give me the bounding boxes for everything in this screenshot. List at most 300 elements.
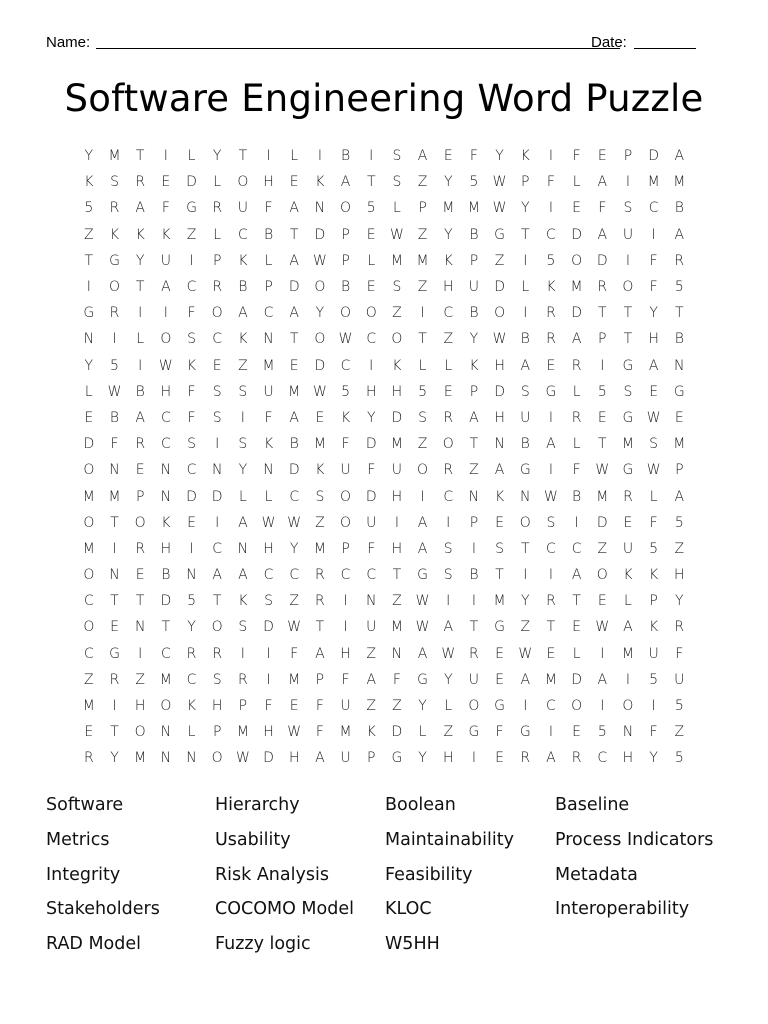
grid-letter[interactable]: K: [315, 462, 325, 479]
grid-letter[interactable]: W: [595, 619, 610, 636]
grid-letter[interactable]: D: [365, 436, 377, 453]
grid-letter[interactable]: N: [109, 462, 120, 479]
grid-letter[interactable]: Z: [520, 619, 531, 636]
grid-letter[interactable]: U: [237, 200, 248, 217]
grid-letter[interactable]: H: [134, 698, 146, 715]
grid-letter[interactable]: N: [494, 436, 505, 453]
grid-letter[interactable]: K: [84, 174, 94, 191]
grid-letter[interactable]: C: [263, 305, 274, 322]
grid-letter[interactable]: L: [418, 357, 427, 374]
grid-letter[interactable]: Z: [135, 671, 145, 688]
grid-letter[interactable]: A: [571, 567, 582, 584]
grid-letter[interactable]: Z: [674, 540, 685, 557]
grid-letter[interactable]: L: [572, 383, 581, 400]
grid-letter[interactable]: R: [212, 645, 223, 662]
grid-letter[interactable]: C: [546, 226, 556, 243]
grid-letter[interactable]: O: [468, 698, 480, 715]
grid-letter[interactable]: L: [521, 279, 530, 296]
grid-letter[interactable]: A: [571, 331, 582, 348]
grid-letter[interactable]: R: [315, 567, 325, 584]
grid-letter[interactable]: O: [596, 567, 608, 584]
grid-letter[interactable]: D: [596, 514, 608, 531]
grid-letter[interactable]: R: [212, 200, 223, 217]
grid-letter[interactable]: R: [109, 200, 120, 217]
grid-letter[interactable]: D: [571, 226, 582, 243]
grid-letter[interactable]: O: [83, 567, 95, 584]
grid-letter[interactable]: F: [187, 305, 196, 322]
grid-letter[interactable]: Z: [84, 226, 94, 243]
grid-letter[interactable]: M: [647, 174, 660, 191]
grid-letter[interactable]: Y: [418, 750, 427, 767]
grid-letter[interactable]: D: [288, 279, 300, 296]
grid-letter[interactable]: T: [212, 593, 222, 610]
grid-letter[interactable]: N: [160, 724, 172, 741]
grid-letter[interactable]: W: [518, 645, 533, 662]
grid-letter[interactable]: Y: [469, 331, 479, 348]
grid-letter[interactable]: G: [494, 619, 506, 636]
grid-letter[interactable]: O: [134, 724, 146, 741]
grid-letter[interactable]: I: [240, 409, 245, 426]
grid-letter[interactable]: K: [649, 619, 659, 636]
grid-letter[interactable]: E: [546, 357, 556, 374]
grid-letter[interactable]: I: [163, 305, 168, 322]
grid-letter[interactable]: F: [110, 436, 119, 453]
grid-letter[interactable]: D: [314, 226, 326, 243]
grid-letter[interactable]: S: [623, 383, 633, 400]
grid-letter[interactable]: F: [264, 200, 273, 217]
grid-letter[interactable]: I: [420, 305, 425, 322]
grid-letter[interactable]: P: [315, 671, 325, 688]
grid-letter[interactable]: H: [442, 279, 454, 296]
grid-letter[interactable]: A: [597, 226, 608, 243]
grid-letter[interactable]: D: [391, 409, 403, 426]
grid-letter[interactable]: Y: [84, 148, 94, 165]
grid-letter[interactable]: O: [160, 698, 172, 715]
grid-letter[interactable]: A: [546, 436, 556, 453]
grid-letter[interactable]: I: [574, 514, 579, 531]
grid-letter[interactable]: H: [494, 409, 505, 426]
grid-letter[interactable]: K: [161, 514, 171, 531]
grid-letter[interactable]: W: [338, 331, 353, 348]
grid-letter[interactable]: B: [469, 226, 479, 243]
grid-letter[interactable]: S: [418, 409, 428, 426]
grid-letter[interactable]: W: [415, 593, 430, 610]
grid-letter[interactable]: R: [546, 593, 556, 610]
grid-letter[interactable]: T: [135, 279, 145, 296]
grid-letter[interactable]: T: [135, 593, 145, 610]
grid-letter[interactable]: R: [443, 462, 454, 479]
grid-letter[interactable]: N: [520, 488, 531, 505]
grid-letter[interactable]: K: [161, 226, 171, 243]
grid-letter[interactable]: I: [369, 357, 374, 374]
grid-letter[interactable]: W: [595, 462, 610, 479]
grid-letter[interactable]: B: [238, 279, 248, 296]
grid-letter[interactable]: K: [392, 357, 402, 374]
grid-letter[interactable]: O: [417, 462, 429, 479]
grid-letter[interactable]: C: [546, 540, 556, 557]
grid-letter[interactable]: M: [467, 200, 480, 217]
grid-letter[interactable]: P: [238, 698, 248, 715]
grid-letter[interactable]: Z: [494, 252, 505, 269]
grid-letter[interactable]: T: [675, 305, 684, 322]
grid-letter[interactable]: E: [289, 174, 299, 191]
grid-letter[interactable]: C: [263, 567, 274, 584]
grid-letter[interactable]: F: [649, 514, 658, 531]
grid-letter[interactable]: A: [623, 619, 633, 636]
grid-letter[interactable]: G: [391, 750, 403, 767]
grid-letter[interactable]: K: [109, 226, 120, 243]
grid-letter[interactable]: D: [160, 593, 172, 610]
grid-letter[interactable]: I: [138, 357, 143, 374]
grid-letter[interactable]: T: [110, 593, 119, 610]
date-field[interactable]: [634, 32, 696, 49]
grid-letter[interactable]: L: [264, 488, 273, 505]
grid-letter[interactable]: 5: [546, 252, 556, 269]
grid-letter[interactable]: I: [86, 279, 91, 296]
grid-letter[interactable]: T: [289, 331, 299, 348]
grid-letter[interactable]: O: [314, 279, 326, 296]
grid-letter[interactable]: D: [596, 252, 608, 269]
grid-letter[interactable]: U: [340, 462, 351, 479]
grid-letter[interactable]: I: [138, 305, 143, 322]
grid-letter[interactable]: H: [442, 750, 454, 767]
grid-letter[interactable]: Z: [443, 724, 454, 741]
grid-letter[interactable]: O: [340, 200, 352, 217]
grid-letter[interactable]: Y: [418, 698, 427, 715]
grid-letter[interactable]: P: [469, 514, 479, 531]
grid-letter[interactable]: W: [441, 645, 456, 662]
grid-letter[interactable]: I: [651, 226, 656, 243]
grid-letter[interactable]: F: [367, 462, 376, 479]
grid-letter[interactable]: B: [469, 305, 479, 322]
grid-letter[interactable]: 5: [110, 357, 119, 374]
grid-letter[interactable]: I: [548, 148, 553, 165]
grid-letter[interactable]: H: [160, 383, 172, 400]
grid-letter[interactable]: C: [366, 331, 377, 348]
grid-letter[interactable]: C: [186, 462, 197, 479]
grid-letter[interactable]: A: [238, 305, 248, 322]
grid-letter[interactable]: M: [390, 619, 403, 636]
grid-letter[interactable]: U: [520, 409, 531, 426]
grid-letter[interactable]: I: [446, 514, 451, 531]
grid-letter[interactable]: M: [339, 724, 352, 741]
grid-letter[interactable]: I: [548, 567, 553, 584]
grid-letter[interactable]: U: [160, 252, 171, 269]
grid-letter[interactable]: K: [340, 409, 351, 426]
grid-letter[interactable]: W: [287, 514, 302, 531]
grid-letter[interactable]: B: [674, 331, 684, 348]
grid-letter[interactable]: H: [340, 645, 351, 662]
grid-letter[interactable]: C: [571, 540, 582, 557]
grid-letter[interactable]: K: [366, 724, 376, 741]
grid-letter[interactable]: T: [289, 226, 299, 243]
grid-letter[interactable]: S: [212, 671, 222, 688]
grid-letter[interactable]: A: [417, 540, 428, 557]
grid-letter[interactable]: D: [211, 488, 223, 505]
grid-letter[interactable]: I: [548, 409, 553, 426]
grid-letter[interactable]: K: [238, 331, 248, 348]
grid-letter[interactable]: H: [648, 331, 659, 348]
grid-letter[interactable]: F: [649, 252, 658, 269]
grid-letter[interactable]: F: [315, 724, 324, 741]
grid-letter[interactable]: I: [394, 514, 399, 531]
grid-letter[interactable]: M: [82, 540, 95, 557]
grid-letter[interactable]: R: [674, 252, 685, 269]
grid-letter[interactable]: C: [340, 567, 351, 584]
grid-letter[interactable]: A: [417, 514, 428, 531]
grid-letter[interactable]: F: [264, 698, 273, 715]
grid-letter[interactable]: M: [313, 540, 326, 557]
grid-letter[interactable]: G: [417, 567, 428, 584]
grid-letter[interactable]: D: [263, 750, 274, 767]
grid-letter[interactable]: N: [674, 357, 685, 374]
grid-letter[interactable]: Y: [289, 540, 299, 557]
grid-letter[interactable]: G: [494, 698, 506, 715]
grid-letter[interactable]: E: [366, 279, 376, 296]
grid-letter[interactable]: I: [523, 252, 528, 269]
grid-letter[interactable]: E: [546, 645, 556, 662]
grid-letter[interactable]: C: [83, 645, 94, 662]
grid-letter[interactable]: N: [365, 593, 377, 610]
grid-letter[interactable]: Y: [443, 174, 453, 191]
grid-letter[interactable]: H: [391, 540, 403, 557]
grid-letter[interactable]: E: [674, 409, 684, 426]
grid-letter[interactable]: K: [649, 567, 659, 584]
grid-letter[interactable]: W: [544, 488, 558, 505]
grid-letter[interactable]: G: [109, 645, 120, 662]
grid-letter[interactable]: C: [212, 331, 223, 348]
grid-letter[interactable]: E: [84, 724, 94, 741]
grid-letter[interactable]: 5: [674, 698, 684, 715]
grid-letter[interactable]: M: [159, 671, 172, 688]
grid-letter[interactable]: E: [161, 174, 171, 191]
grid-letter[interactable]: D: [494, 279, 505, 296]
grid-letter[interactable]: L: [367, 252, 376, 269]
grid-letter[interactable]: M: [134, 750, 147, 767]
grid-letter[interactable]: T: [366, 174, 376, 191]
grid-letter[interactable]: A: [289, 252, 299, 269]
grid-letter[interactable]: N: [211, 462, 223, 479]
grid-letter[interactable]: G: [494, 226, 506, 243]
grid-letter[interactable]: M: [673, 174, 686, 191]
grid-letter[interactable]: Y: [649, 750, 658, 767]
grid-letter[interactable]: W: [646, 462, 661, 479]
grid-letter[interactable]: O: [237, 174, 249, 191]
grid-letter[interactable]: F: [495, 724, 504, 741]
grid-letter[interactable]: A: [520, 671, 531, 688]
grid-letter[interactable]: P: [469, 383, 479, 400]
grid-letter[interactable]: 5: [674, 279, 684, 296]
grid-letter[interactable]: A: [340, 174, 351, 191]
grid-letter[interactable]: G: [519, 724, 531, 741]
grid-letter[interactable]: 5: [649, 671, 659, 688]
grid-letter[interactable]: S: [110, 174, 119, 191]
grid-letter[interactable]: T: [597, 436, 607, 453]
grid-letter[interactable]: C: [237, 226, 248, 243]
grid-letter[interactable]: L: [624, 593, 632, 610]
grid-letter[interactable]: 5: [366, 200, 376, 217]
grid-letter[interactable]: O: [211, 750, 223, 767]
grid-letter[interactable]: U: [340, 698, 351, 715]
grid-letter[interactable]: P: [341, 226, 350, 243]
grid-letter[interactable]: K: [443, 252, 453, 269]
grid-letter[interactable]: F: [341, 436, 350, 453]
grid-letter[interactable]: F: [469, 148, 478, 165]
grid-letter[interactable]: L: [213, 226, 222, 243]
grid-letter[interactable]: R: [674, 619, 685, 636]
grid-letter[interactable]: E: [572, 200, 582, 217]
grid-letter[interactable]: T: [469, 436, 479, 453]
grid-letter[interactable]: R: [212, 279, 223, 296]
grid-letter[interactable]: O: [442, 436, 454, 453]
grid-letter[interactable]: E: [597, 593, 607, 610]
grid-letter[interactable]: B: [572, 488, 582, 505]
grid-letter[interactable]: H: [622, 750, 634, 767]
grid-letter[interactable]: I: [343, 593, 348, 610]
grid-letter[interactable]: G: [83, 305, 95, 322]
grid-letter[interactable]: E: [289, 698, 299, 715]
grid-letter[interactable]: O: [622, 698, 634, 715]
grid-letter[interactable]: K: [238, 252, 248, 269]
grid-letter[interactable]: K: [494, 488, 505, 505]
grid-letter[interactable]: F: [572, 462, 581, 479]
grid-letter[interactable]: A: [161, 279, 171, 296]
grid-letter[interactable]: Y: [520, 200, 530, 217]
grid-letter[interactable]: W: [492, 331, 507, 348]
grid-letter[interactable]: K: [315, 174, 325, 191]
grid-letter[interactable]: A: [212, 567, 222, 584]
grid-letter[interactable]: F: [572, 148, 581, 165]
grid-letter[interactable]: P: [521, 174, 530, 191]
grid-letter[interactable]: C: [648, 200, 659, 217]
grid-letter[interactable]: W: [312, 383, 327, 400]
grid-letter[interactable]: T: [520, 540, 530, 557]
grid-letter[interactable]: F: [315, 698, 324, 715]
grid-letter[interactable]: A: [315, 645, 325, 662]
grid-letter[interactable]: M: [288, 671, 301, 688]
grid-letter[interactable]: W: [261, 514, 276, 531]
grid-letter[interactable]: 5: [341, 383, 351, 400]
grid-letter[interactable]: S: [495, 540, 505, 557]
grid-letter[interactable]: O: [108, 279, 121, 296]
grid-letter[interactable]: A: [417, 645, 428, 662]
grid-letter[interactable]: T: [623, 305, 633, 322]
grid-letter[interactable]: I: [523, 305, 528, 322]
grid-letter[interactable]: R: [109, 305, 120, 322]
grid-letter[interactable]: C: [186, 279, 197, 296]
grid-letter[interactable]: Z: [443, 331, 454, 348]
grid-letter[interactable]: K: [469, 357, 479, 374]
grid-letter[interactable]: M: [416, 252, 429, 269]
grid-letter[interactable]: S: [238, 619, 248, 636]
grid-letter[interactable]: S: [392, 279, 402, 296]
grid-letter[interactable]: I: [215, 436, 220, 453]
grid-letter[interactable]: I: [651, 698, 656, 715]
grid-letter[interactable]: R: [238, 671, 248, 688]
grid-letter[interactable]: Z: [417, 279, 428, 296]
grid-letter[interactable]: I: [471, 750, 476, 767]
grid-letter[interactable]: G: [622, 357, 634, 374]
grid-letter[interactable]: S: [212, 383, 222, 400]
grid-letter[interactable]: R: [135, 436, 146, 453]
grid-letter[interactable]: W: [646, 409, 661, 426]
grid-letter[interactable]: A: [520, 357, 531, 374]
grid-letter[interactable]: M: [621, 645, 634, 662]
grid-letter[interactable]: E: [443, 383, 453, 400]
grid-letter[interactable]: M: [82, 698, 95, 715]
grid-letter[interactable]: G: [186, 200, 197, 217]
grid-letter[interactable]: U: [468, 671, 480, 688]
grid-letter[interactable]: B: [161, 567, 171, 584]
grid-letter[interactable]: N: [109, 567, 120, 584]
grid-letter[interactable]: O: [160, 331, 172, 348]
grid-letter[interactable]: N: [160, 462, 172, 479]
grid-letter[interactable]: I: [240, 645, 245, 662]
grid-letter[interactable]: P: [367, 750, 376, 767]
grid-letter[interactable]: H: [263, 540, 274, 557]
grid-letter[interactable]: Y: [110, 750, 119, 767]
grid-letter[interactable]: A: [443, 619, 454, 636]
grid-letter[interactable]: D: [288, 462, 300, 479]
grid-letter[interactable]: B: [674, 200, 684, 217]
grid-letter[interactable]: N: [237, 540, 249, 557]
grid-letter[interactable]: S: [187, 331, 196, 348]
grid-letter[interactable]: A: [238, 567, 248, 584]
grid-letter[interactable]: G: [622, 462, 634, 479]
grid-letter[interactable]: C: [366, 567, 377, 584]
grid-letter[interactable]: I: [625, 671, 631, 688]
grid-letter[interactable]: W: [235, 750, 250, 767]
grid-letter[interactable]: A: [135, 409, 145, 426]
grid-letter[interactable]: U: [391, 462, 403, 479]
grid-letter[interactable]: B: [340, 148, 351, 165]
grid-letter[interactable]: U: [366, 619, 377, 636]
grid-letter[interactable]: N: [160, 750, 172, 767]
grid-letter[interactable]: K: [623, 567, 633, 584]
grid-letter[interactable]: L: [418, 724, 427, 741]
grid-letter[interactable]: L: [187, 148, 196, 165]
grid-letter[interactable]: U: [648, 645, 659, 662]
grid-letter[interactable]: A: [597, 174, 608, 191]
grid-letter[interactable]: B: [340, 279, 351, 296]
grid-letter[interactable]: R: [83, 750, 94, 767]
grid-letter[interactable]: F: [598, 200, 607, 217]
grid-letter[interactable]: Z: [417, 174, 428, 191]
grid-letter[interactable]: N: [263, 462, 274, 479]
grid-letter[interactable]: O: [519, 514, 531, 531]
grid-letter[interactable]: O: [391, 331, 403, 348]
grid-letter[interactable]: Y: [443, 226, 453, 243]
grid-letter[interactable]: B: [135, 383, 145, 400]
grid-letter[interactable]: R: [546, 331, 556, 348]
grid-letter[interactable]: Z: [315, 514, 325, 531]
grid-letter[interactable]: T: [597, 305, 607, 322]
grid-letter[interactable]: P: [341, 540, 350, 557]
grid-letter[interactable]: F: [161, 200, 170, 217]
grid-letter[interactable]: E: [623, 514, 633, 531]
grid-letter[interactable]: R: [469, 645, 479, 662]
grid-letter[interactable]: H: [391, 383, 403, 400]
grid-letter[interactable]: W: [389, 226, 404, 243]
grid-letter[interactable]: Y: [187, 619, 196, 636]
grid-letter[interactable]: S: [649, 436, 659, 453]
grid-letter[interactable]: T: [392, 567, 402, 584]
grid-letter[interactable]: O: [83, 514, 95, 531]
grid-letter[interactable]: H: [365, 383, 377, 400]
grid-letter[interactable]: M: [493, 593, 506, 610]
grid-letter[interactable]: P: [264, 279, 273, 296]
grid-letter[interactable]: L: [136, 331, 145, 348]
